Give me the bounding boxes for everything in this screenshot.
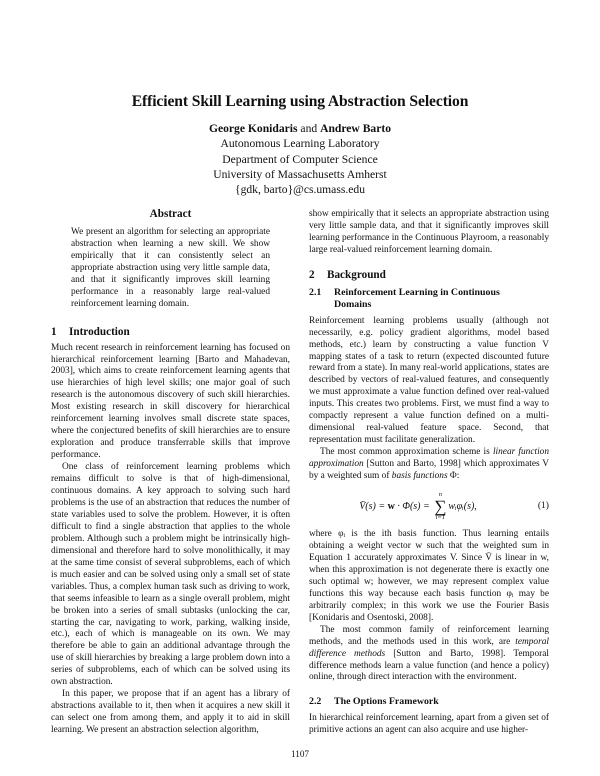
paper-title: Efficient Skill Learning using Abstraction Selection <box>131 93 469 110</box>
background-paragraph-2 <box>309 447 549 483</box>
equation-1 <box>309 489 549 523</box>
intro-continued: show empirically that it selects an appropriate abstraction using very little sample data, and that it significantly improves skill learning performance in the Continuous Playroom, a reasonably large real-valued reinforcement learning domain. <box>309 209 549 255</box>
eq-summation <box>434 491 446 522</box>
p2-term-lfa: linear function approximation <box>309 447 550 470</box>
section-2-1-title: Reinforcement Learning in Continuous Domains <box>334 286 500 310</box>
page-number: 1107 <box>290 749 310 759</box>
p2-term-basis: basis functions <box>391 471 448 482</box>
author-1: George Konidaris <box>208 122 298 135</box>
p2-text-a: The most common approximation scheme is <box>320 447 493 458</box>
abstract-text: We present an algorithm for selecting an appropriate abstraction when learning a new skill. We show empirically that it can consistently select an appropriate abstraction using very little sample data, and that it significantly improves skill learning performance in a reasonably large real-valued reinforcement learning domain. <box>71 226 270 309</box>
background-paragraph-4 <box>309 625 549 685</box>
section-2-1-number: 2.1 <box>309 286 322 298</box>
section-2-2-heading <box>309 696 549 708</box>
right-column <box>309 209 549 737</box>
intro-paragraph-3: In this paper, we propose that if an agent has a library of abstractions available to it, then when it acquires a new skill it can select one from among them, and apply it to aid in skill learning. We present an abstraction selection algorithm, <box>51 689 290 736</box>
section-1-number: 1 <box>51 325 57 338</box>
section-2-1-heading <box>309 287 549 311</box>
author-email: {gdk, barto}@cs.umass.edu <box>235 183 365 197</box>
abstract-heading: Abstract <box>149 208 192 220</box>
affiliation-lab: Autonomous Learning Laboratory <box>220 137 380 151</box>
eq-mid: · Φ(s) = <box>394 500 433 512</box>
eq-lhs: V̄(s) = <box>359 500 388 512</box>
p4-term-td: temporal difference methods <box>309 636 549 659</box>
author-names <box>0 121 600 136</box>
section-2-number: 2 <box>309 268 315 281</box>
affiliation-univ: University of Massachusetts Amherst <box>213 167 387 181</box>
background-paragraph-1: Reinforcement learning problems usually (although not necessarily, e.g. policy gradient algorithms, model based methods, etc.) learn by constructing a value function V mapping states of a task to return (expected discounted future reward from a state). In many real-world applications, states are described by vectors of real-valued features, and consequently we must approximate a value function defined over real-valued inputs. This creates two problems. First, we must find a way to compactly represent a value function defined on a multi-dimensional real-valued feature space. Second, that representation must facilitate generalization. <box>309 315 549 446</box>
author-block <box>0 121 600 197</box>
eq-rhs: wᵢφᵢ(s), <box>448 500 477 512</box>
options-paragraph-1: In hierarchical reinforcement learning, apart from a given set of primitive actions an agent can also acquire and use higher- <box>309 713 549 736</box>
section-2-2-number: 2.2 <box>309 696 322 708</box>
section-2-title: Background <box>327 268 386 281</box>
eq-sigma: ∑ <box>434 496 447 516</box>
background-paragraph-3: where φᵢ is the ith basis function. Thus learning entails obtaining a weight vector w such that the weighted sum in Equation 1 accurately approximates V. Since V̄ is linear in w, when this approximation is not degenerate there is exactly one such optimal w; however, we may represent complex value functions this way because each basis function φᵢ may be arbitrarily complex; in this work we use the Fourier Basis [Konidaris and Osentoski, 2008]. <box>309 529 549 623</box>
section-1-heading <box>51 327 290 339</box>
p2-text-e: Φ: <box>447 471 460 482</box>
equation-body <box>309 491 527 522</box>
equation-number: (1) <box>537 500 549 512</box>
p4-text-a: The most common family of reinforcement learning methods, and the methods used in this work, are <box>309 624 549 647</box>
section-1-title: Introduction <box>69 325 130 338</box>
intro-paragraph-1: Much recent research in reinforcement learning has focused on hierarchical reinforcement learning [Barto and Mahadevan, 2003], which aims to create reinforcement learning agents that use hierarchies of high level skills; one major goal of such research is the autonomous discovery of such skill hierarchies. Most existing research in skill discovery for hierarchical reinforcement learning involves small discrete state spaces, where the conjectured benefits of skill hierarchies are to ensure exploration and produce transferrable skills that improve performance. <box>51 342 290 461</box>
author-2: Andrew Barto <box>320 122 392 135</box>
p4-text-c: [Sutton and Barto, 1998]. Temporal difference methods learn a value function (and hence a policy) online, through direct interaction with the environment. <box>309 648 549 683</box>
eq-sum-bottom: i=1 <box>435 513 446 521</box>
section-2-2-title: The Options Framework <box>334 696 439 708</box>
p2-text-c: [Sutton and Barto, 1998] which approximates V by a weighted sum of <box>309 459 549 482</box>
author-conj: and <box>300 122 318 135</box>
section-2-heading <box>309 270 549 282</box>
affiliation-dept: Department of Computer Science <box>222 152 378 166</box>
eq-sum-top: n <box>438 490 442 498</box>
eq-weight: w <box>387 500 395 512</box>
intro-paragraph-2: One class of reinforcement learning problems which remains difficult to solve is that of high-dimensional, continuous domains. A key approach to solving such hard problems is the use of an abstraction that reduces the number of state variables used to solve the problem. However, it is often difficult to find a single abstraction that applies to the whole problem. Although such a problem might be intrinsically high-dimensional and therefore hard to solve monolithically, it may at the same time consist of several subproblems, each of which is much easier and can be solved using only a small set of state variables. Thus, a complex human task such as driving to work, that seems infeasible to learn as a single overall problem, might be broken into a series of small subtasks (unlocking the car, starting the car, navigating to work, parking, walking inside, etc.), each of which is manageable on its own. We may therefore be able to gain an additional advantage through the use of skill hierarchies by breaking a large problem down into a series of subproblems, each of which can be solved using its own abstraction. <box>51 462 290 688</box>
left-column <box>51 209 290 737</box>
